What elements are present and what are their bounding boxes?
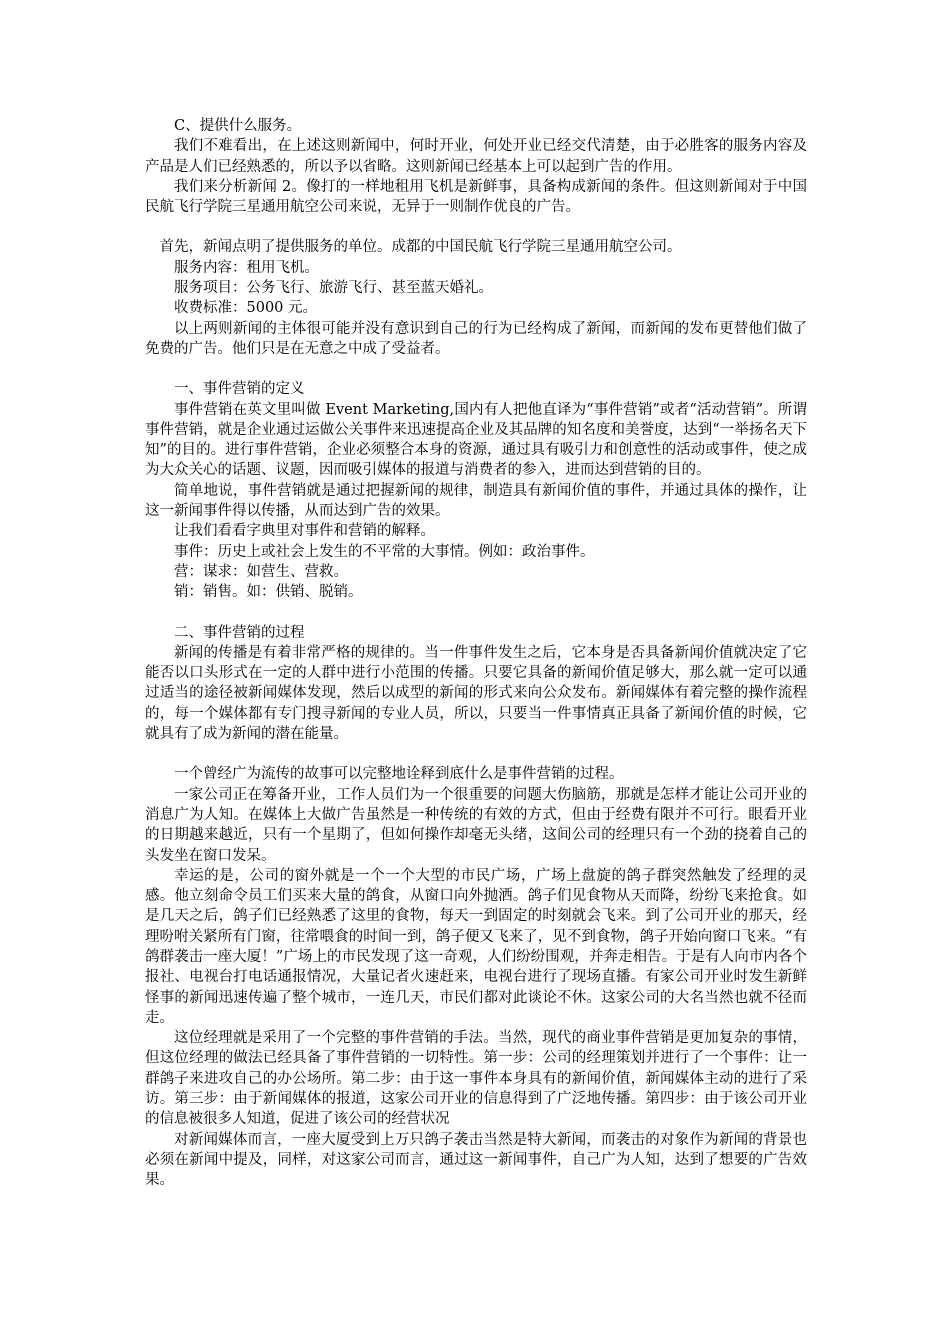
paragraph: 对新闻媒体而言，一座大厦受到上万只鸽子袭击当然是特大新闻，而袭击的对象作为新闻的背景也必须在新闻中提及，同样，对这家公司而言，通过这一新闻事件，自己广为人知，达到了想要的广告效果。 xyxy=(145,1131,807,1189)
paragraph: 收费标准：5000 元。 xyxy=(174,300,318,317)
document-body xyxy=(145,116,807,1191)
paragraph: 我们不难看出，在上述这则新闻中，何时开业，何处开业已经交代清楚，由于必胜客的服务内容及产品是人们已经熟悉的，所以予以省略。这则新闻已经基本上可以起到广告的作用。 xyxy=(145,138,807,175)
paragraph-gap xyxy=(145,359,807,379)
paragraph: 这位经理就是采用了一个完整的事件营销的手法。当然，现代的商业事件营销是更加复杂的事情，但这位经理的做法已经具备了事件营销的一切特性。第一步：公司的经理策划并进行了一个事件：让一群鸽子来进攻自己的办公场所。第二步：由于这一事件本身具有的新闻价值，新闻媒体主动的进行了采访。第三步：由于新闻媒体的报道，这家公司开业的信息得到了广泛地传播。第四步：由于该公司开业的信息被很多人知道，促进了该公司的经营状况 xyxy=(145,1030,807,1128)
paragraph: 二、事件营销的过程 xyxy=(174,624,305,641)
paragraph: 事件：历史上或社会上发生的不平常的大事情。例如：政治事件。 xyxy=(174,543,595,560)
paragraph: 我们来分析新闻 2。像打的一样地租用飞机是新鲜事，具备构成新闻的条件。但这则新闻对于中国民航飞行学院三星通用航空公司来说，无异于一则制作优良的广告。 xyxy=(145,178,807,216)
paragraph-gap xyxy=(145,603,807,623)
paragraph: 简单地说，事件营销就是通过把握新闻的规律，制造具有新闻价值的事件，并通过具体的操作，让这一新闻事件得以传播，从而达到广告的效果。 xyxy=(145,482,807,520)
paragraph: 销：销售。如：供销、脱销。 xyxy=(174,584,363,601)
paragraph: 一、事件营销的定义 xyxy=(174,381,305,398)
paragraph: 幸运的是，公司的窗外就是一个一个大型的市民广场，广场上盘旋的鸽子群突然触发了经理的灵感。他立刻命令员工们买来大量的鸽食，从窗口向外抛洒。鸽子们见食物从天而降，纷纷飞来抢食。如是几天之后，鸽子们已经熟悉了这里的食物，每天一到固定的时刻就会飞来。到了公司开业的那天，经理吩咐关紧所有门窗，往常喂食的时间一到，鸽子便又飞来了，见不到食物，鸽子开始向窗口飞来。“有鸽群袭击一座大厦！”广场上的市民发现了这一奇观，人们纷纷围观，并奔走相告。于是有人向市内各个报社、电视台打电话通报情况，大量记者火速赶来，电视台进行了现场直播。有家公司开业时发生新鲜怪事的新闻迅速传遍了整个城市，一连几天，市民们都对此谈论不休。这家公司的大名当然也就不径而走。 xyxy=(145,867,807,1026)
paragraph: 一家公司正在筹备开业，工作人员们为一个很重要的问题大伤脑筋，那就是怎样才能让公司开业的消息广为人知。在媒体上大做广告虽然是一种传统的有效的方式，但由于经费有限并不可行。眼看开业的日期越来越近，只有一个星期了，但如何操作却毫无头绪，这间公司的经理只有一个劲的挠着自己的头发坐在窗口发呆。 xyxy=(145,786,807,864)
paragraph: 新闻的传播是有着非常严格的规律的。当一件事件发生之后，它本身是否具备新闻价值就决定了它能否以口头形式在一定的人群中进行小范围的传播。只要它具备的新闻价值足够大，那么就一定可以通过适当的途径被新闻媒体发现，然后以成型的新闻的形式来向公众发布。新闻媒体有着完整的操作流程的，每一个媒体都有专门搜寻新闻的专业人员，所以，只要当一件事情真正具备了新闻价值的时候，它就具有了成为新闻的潜在能量。 xyxy=(145,644,807,743)
paragraph: 营：谋求：如营生、营救。 xyxy=(174,563,348,580)
paragraph: C、提供什么服务。 xyxy=(174,118,302,134)
paragraph: 一个曾经广为流传的故事可以完整地诠释到底什么是事件营销的过程。 xyxy=(174,766,624,783)
paragraph: 让我们看看字典里对事件和营销的解释。 xyxy=(174,523,435,540)
paragraph: 服务内容：租用飞机。 xyxy=(174,259,319,276)
paragraph: 以上两则新闻的主体很可能并没有意识到自己的行为已经构成了新闻，而新闻的发布更替他们做了免费的广告。他们只是在无意之中成了受益者。 xyxy=(145,320,807,357)
paragraph: 首先，新闻点明了提供服务的单位。成都的中国民航飞行学院三星通用航空公司。 xyxy=(159,239,682,256)
paragraph-gap xyxy=(145,217,807,237)
paragraph: 服务项目：公务飞行、旅游飞行、甚至蓝天婚礼。 xyxy=(174,280,493,297)
paragraph-gap xyxy=(145,744,807,764)
paragraph: 事件营销在英文里叫做 Event Marketing,国内有人把他直译为“事件营销”或者“活动营销”。所谓事件营销，就是企业通过运做公关事件来迅速提高企业及其品牌的知名度和美誉度，达到“一举扬名天下知”的目的。进行事件营销，企业必须整合本身的资源，通过具有吸引力和创意性的活动或事件，使之成为大众关心的话题、议题，因而吸引媒体的报道与消费者的参入，进而达到营销的目的。 xyxy=(145,401,807,479)
